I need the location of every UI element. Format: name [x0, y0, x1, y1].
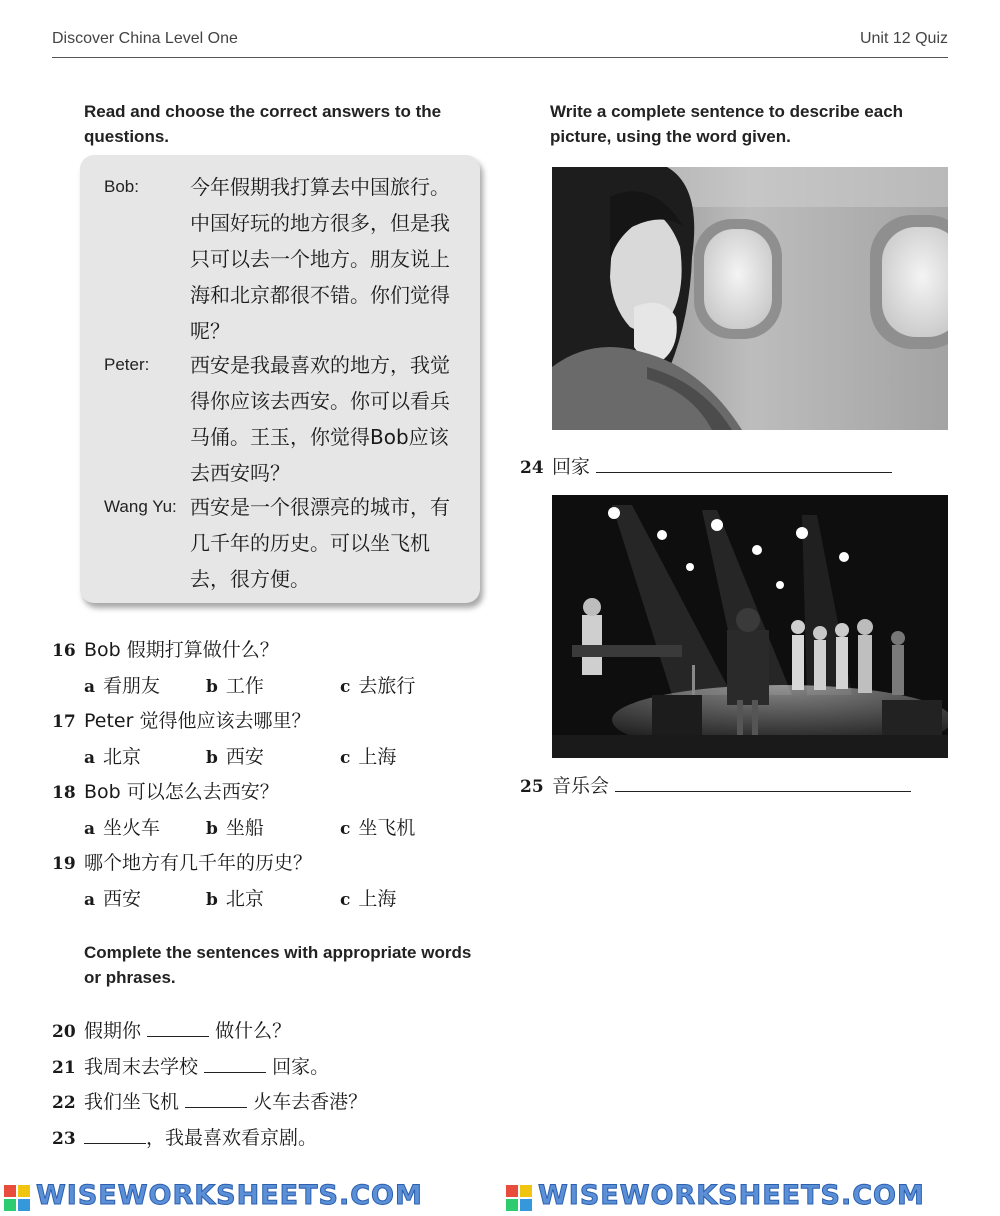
header-unit: Unit 12 Quiz: [859, 30, 948, 47]
dialog-line: 得你应该去西安。你可以看兵: [190, 389, 450, 413]
airplane-photo: [552, 167, 948, 430]
option-text: 北京: [103, 746, 142, 768]
option-letter: a: [84, 890, 96, 910]
option-letter: a: [84, 677, 96, 697]
write-item-24: [520, 452, 892, 479]
question-number: 22: [52, 1093, 76, 1113]
sentence-after: 做什么？: [215, 1020, 292, 1042]
option-letter: b: [206, 677, 218, 697]
option-letter: a: [84, 819, 96, 839]
option-letter: b: [206, 890, 218, 910]
question-number: 25: [520, 777, 544, 797]
option-letter: a: [84, 748, 96, 768]
question-number: 21: [52, 1058, 76, 1078]
answer-blank[interactable]: [84, 1127, 146, 1144]
sentence-20: [52, 1016, 291, 1043]
complete-instruction: [84, 940, 504, 990]
question-17: [52, 706, 310, 733]
option-16c[interactable]: [340, 671, 415, 698]
question-text: Bob 假期打算做什么？: [84, 639, 279, 661]
dialog-line: 今年假期我打算去中国旅行。: [190, 175, 450, 199]
sentence-after: 回家。: [272, 1056, 330, 1078]
question-18: [52, 777, 279, 804]
read-instruction: [84, 99, 484, 149]
option-text: 工作: [225, 675, 264, 697]
question-text: Peter 觉得他应该去哪里？: [84, 710, 311, 732]
option-text: 西安: [225, 746, 264, 768]
option-text: 北京: [225, 888, 264, 910]
write-instruction-line: Write a complete sentence to describe each: [550, 102, 904, 121]
question-text: Bob 可以怎么去西安？: [84, 781, 279, 803]
speaker-bob: Bob:: [104, 177, 139, 196]
write-instruction-line: picture, using the word given.: [550, 127, 791, 146]
read-instruction-line: Read and choose the correct answers to the: [84, 102, 442, 121]
sentence-21: [52, 1052, 329, 1079]
dialog-line: 西安是一个很漂亮的城市，有: [190, 495, 450, 519]
complete-instruction-line: Complete the sentences with appropriate words: [84, 943, 472, 962]
wise-logo-icon: [4, 1185, 30, 1211]
option-16b[interactable]: [206, 671, 264, 698]
question-number: 20: [52, 1022, 76, 1042]
sentence-before: 我周末去学校: [84, 1056, 199, 1078]
option-text: 看朋友: [103, 675, 161, 697]
write-item-25: [520, 771, 911, 798]
option-letter: c: [340, 819, 351, 839]
question-number: 19: [52, 854, 76, 874]
watermark-text: WISEWORKSHEETS.COM: [538, 1180, 925, 1211]
option-19a[interactable]: [84, 884, 141, 911]
question-number: 18: [52, 783, 76, 803]
option-text: 上海: [358, 746, 397, 768]
dialog-line: 中国好玩的地方很多，但是我: [190, 211, 450, 235]
given-word: 回家: [552, 456, 591, 478]
dialog-line: 去，很方便。: [190, 567, 310, 591]
complete-instruction-line: or phrases.: [84, 968, 176, 987]
concert-photo: [552, 495, 948, 758]
option-19b[interactable]: [206, 884, 264, 911]
option-18a[interactable]: [84, 813, 160, 840]
dialog-line: 去西安吗？: [190, 461, 290, 485]
option-text: 坐飞机: [358, 817, 416, 839]
header-divider: [52, 57, 948, 58]
question-number: 23: [52, 1129, 76, 1149]
option-letter: b: [206, 819, 218, 839]
speaker-peter: Peter:: [104, 355, 150, 374]
sentence-22: [52, 1087, 367, 1114]
option-17c[interactable]: [340, 742, 396, 769]
option-18c[interactable]: [340, 813, 415, 840]
dialog-line: 海和北京都很不错。你们觉得: [190, 283, 450, 307]
sentence-after: ，我最喜欢看京剧。: [146, 1127, 318, 1149]
watermark-footer: [0, 1180, 1000, 1216]
option-letter: b: [206, 748, 218, 768]
option-text: 坐火车: [103, 817, 161, 839]
option-17a[interactable]: [84, 742, 141, 769]
answer-blank[interactable]: [204, 1056, 266, 1073]
dialog-line: 只可以去一个地方。朋友说上: [190, 247, 450, 271]
question-19: [52, 848, 312, 875]
option-16a[interactable]: [84, 671, 160, 698]
option-text: 西安: [103, 888, 142, 910]
answer-line[interactable]: [596, 456, 892, 473]
sentence-before: 假期你: [84, 1020, 142, 1042]
sentence-23: [52, 1123, 317, 1150]
option-text: 去旅行: [358, 675, 416, 697]
concert-illustration: [552, 495, 948, 758]
option-text: 坐船: [225, 817, 264, 839]
read-instruction-line: questions.: [84, 127, 170, 146]
sentence-before: 我们坐飞机: [84, 1091, 180, 1113]
airplane-illustration: [552, 167, 948, 430]
question-number: 16: [52, 641, 76, 661]
dialog-line: 马俑。王玉，你觉得Bob应该: [190, 425, 449, 449]
wise-logo-icon: [506, 1185, 532, 1211]
option-19c[interactable]: [340, 884, 396, 911]
option-text: 上海: [358, 888, 397, 910]
question-number: 17: [52, 712, 76, 732]
option-18b[interactable]: [206, 813, 264, 840]
dialog-box: [80, 155, 480, 603]
header-title: Discover China Level One: [52, 30, 238, 47]
watermark-text: WISEWORKSHEETS.COM: [36, 1180, 423, 1211]
option-letter: c: [340, 890, 351, 910]
answer-line[interactable]: [615, 775, 911, 792]
write-instruction: [550, 99, 950, 149]
dialog-line: 西安是我最喜欢的地方，我觉: [190, 353, 450, 377]
given-word: 音乐会: [552, 775, 610, 797]
dialog-line: 呢？: [190, 319, 230, 343]
option-17b[interactable]: [206, 742, 264, 769]
answer-blank[interactable]: [185, 1091, 247, 1108]
dialog-line: 几千年的历史。可以坐飞机: [190, 531, 430, 555]
option-letter: c: [340, 677, 351, 697]
question-text: 哪个地方有几千年的历史？: [84, 852, 313, 874]
speaker-wang-yu: Wang Yu:: [104, 497, 177, 516]
question-number: 24: [520, 458, 544, 478]
option-letter: c: [340, 748, 351, 768]
question-16: [52, 635, 279, 662]
answer-blank[interactable]: [147, 1020, 209, 1037]
sentence-after: 火车去香港？: [253, 1091, 368, 1113]
